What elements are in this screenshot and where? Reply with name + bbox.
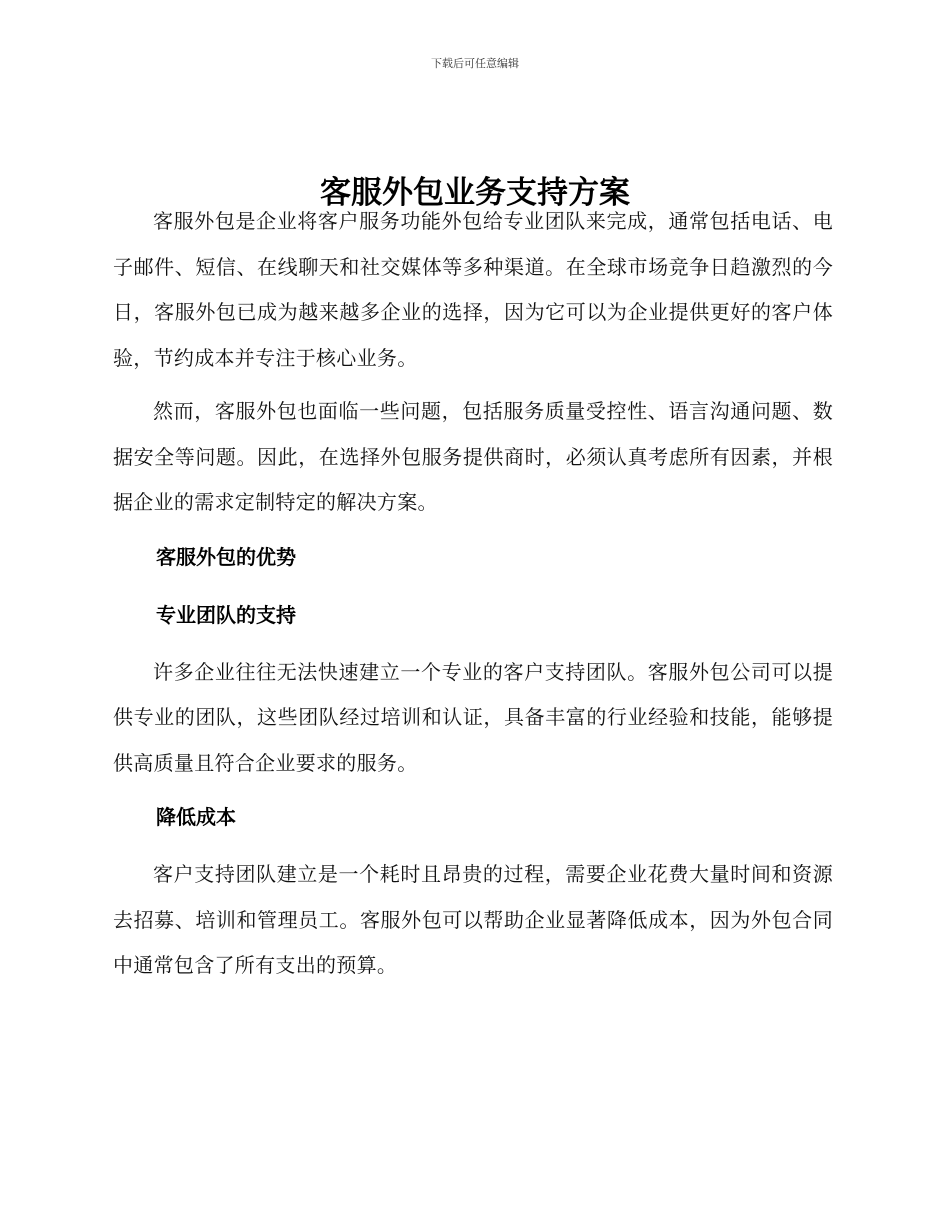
- document-body: [113, 199, 833, 997]
- document-title: 客服外包业务支持方案: [320, 174, 630, 211]
- subsection-heading-reduce-cost: 降低成本: [156, 805, 236, 829]
- subsection-heading-professional-team: 专业团队的支持: [156, 602, 296, 627]
- subsection-paragraph-professional-team: 许多企业往往无法快速建立一个专业的客户支持团队。客服外包公司可以提供专业的团队，这些团队经过培训和认证，具备丰富的行业经验和技能，能够提供高质量且符合企业要求的服务。: [113, 659, 833, 775]
- intro-paragraph-1: 客服外包是企业将客户服务功能外包给专业团队来完成，通常包括电话、电子邮件、短信、在线聊天和社交媒体等多种渠道。在全球市场竞争日趋激烈的今日，客服外包已成为越来越多企业的选择，因为它可以为企业提供更好的客户体验，节约成本并专注于核心业务。: [113, 209, 833, 370]
- section-heading-advantages: 客服外包的优势: [156, 544, 296, 569]
- header-note: 下载后可任意编辑: [431, 57, 519, 70]
- intro-paragraph-2: 然而，客服外包也面临一些问题，包括服务质量受控性、语言沟通问题、数据安全等问题。因此，在选择外包服务提供商时，必须认真考虑所有因素，并根据企业的需求定制特定的解决方案。: [113, 399, 833, 514]
- subsection-paragraph-reduce-cost: 客户支持团队建立是一个耗时且昂贵的过程，需要企业花费大量时间和资源去招募、培训和管理员工。客服外包可以帮助企业显著降低成本，因为外包合同中通常包含了所有支出的预算。: [113, 862, 833, 977]
